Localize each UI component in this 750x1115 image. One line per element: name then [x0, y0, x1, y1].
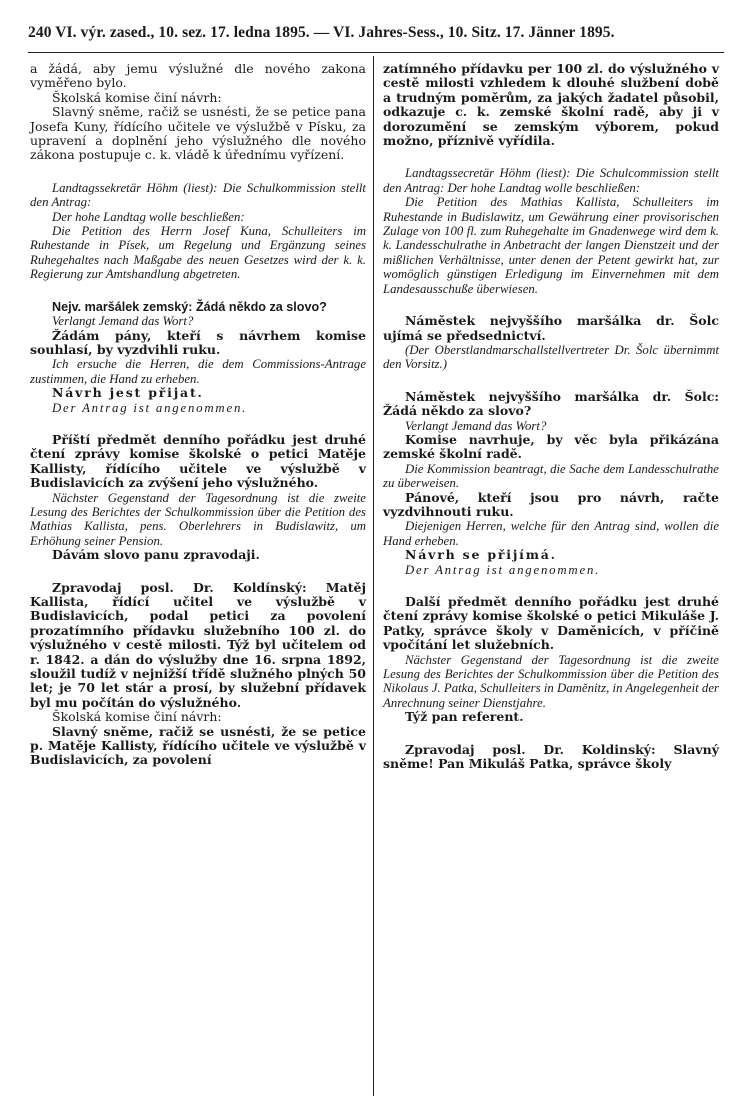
left-para-14: Dávám slovo panu zpravodaji. — [52, 547, 260, 563]
left-column — [30, 62, 366, 768]
left-para-2: Slavný sněme, račiž se usnésti, že se petice pana Josefa Kuny, řídícího učitele ve výslužbě v Písku, za upravení a doplnění jeho výslužného dle nového zákona postupuje c. k. vládě k úřednímu vyřízení. — [30, 104, 366, 163]
right-para-13: Další předmět denního pořádku jest druhé čtení zprávy komise školské o petici Mikuláše J. Patky, správce školy v Daměnicích, v příčině vpočítání let služebních. — [383, 594, 719, 653]
right-para-3: Náměstek nejvyššího maršálka dr. Šolc ujímá se předsednictví. — [383, 313, 719, 343]
left-para-1: Školská komise činí návrh: — [52, 89, 222, 105]
right-para-16: Zpravodaj posl. Dr. Koldinský: Slavný sněme! Pan Mikuláš Patka, správce školy — [383, 741, 719, 772]
left-para-15: Zpravodaj posl. Dr. Koldínský: Matěj Kallista, řídící učitel ve výslužbě v Budislavicích, podal petici za povolení prozatímního přídavku služebního 100 zl. do výslužného v cestě milosti. Týž byl učitelem od r. 1842. a dán do výslužby dne 16. srpna 1892, sloužil tudíž v nejnižší třídě služného plných 50 let; je 70 let stár a prosí, by služební přídavek byl mu počítán do výslužného. — [30, 579, 366, 710]
right-para-0: zatímného přídavku per 100 zl. do výslužného v cestě milosti vzhledem k dlouhé službení době a trudným poměrům, za jakých žadatel působil, odkazuje c. k. zemské školní radě, aby ji v dorozumění se zemským výborem, pokud možno, příznivě vyřídila. — [383, 61, 719, 149]
left-para-9: Ich ersuche die Herren, die dem Commissions-Antrage zustimmen, die Hand zu erheben. — [30, 357, 366, 386]
left-para-10: Návrh jest přijat. — [52, 385, 204, 401]
header-rule — [28, 52, 724, 53]
right-para-12: Der Antrag ist angenommen. — [405, 562, 601, 577]
right-para-8: Die Kommission beantragt, die Sache dem Landesschulrathe zu überweisen. — [383, 461, 719, 491]
left-para-13: Nächster Gegenstand der Tagesordnung ist die zweite Lesung des Berichtes der Schulkommission über die Petition des Mathias Kallista, pens. Oberlehrers in Budislawitz, um Erhöhung seiner Pension. — [30, 490, 366, 548]
column-divider — [373, 56, 374, 1096]
right-para-6: Verlangt Jemand das Wort? — [405, 418, 547, 433]
left-para-12: Příští předmět denního pořádku jest druhé čtení zprávy komise školské o petici Matěje Kallisty, řídícího učitele ve výslužbě v Budislavicích za zvýšení jeho výslužného. — [30, 431, 366, 491]
left-para-11: Der Antrag ist angenommen. — [52, 400, 248, 415]
right-para-7: Komise navrhuje, by věc byla přikázána zemské školní radě. — [383, 431, 719, 462]
left-para-16: Školská komise činí návrh: — [52, 709, 222, 725]
right-para-1: Landtagssecretär Höhm (liest): Die Schulcommission stellt den Antrag: Der hohe Landtag wolle beschließen: — [383, 166, 719, 195]
left-para-17: Slavný sněme, račiž se usnésti, že se petice p. Matěje Kallisty, řídícího učitele ve výslužbě v Budislavicích, za povolení — [30, 723, 366, 768]
right-column — [383, 62, 719, 771]
right-para-14: Nächster Gegenstand der Tagesordnung ist die zweite Lesung des Berichtes der Schulkommission über die Petition des Nikolaus J. Patka, Schulleiters in Daměnitz, in Angelegenheit der Anrechnung seiner Dienstjahre. — [383, 652, 719, 710]
left-para-3: Landtagssekretär Höhm (liest): Die Schulkommission stellt den Antrag: — [30, 180, 366, 210]
left-para-6: Nejv. maršálek zemský: Žádá někdo za slovo? — [52, 299, 327, 314]
right-para-11: Návrh se přijímá. — [405, 547, 557, 563]
right-para-4: (Der Oberstlandmarschallstellvertreter Dr. Šolc übernimmt den Vorsitz.) — [383, 342, 719, 372]
left-para-5: Die Petition des Herrn Josef Kuna, Schulleiters im Ruhestande in Písek, um Regelung und Ergänzung seines Ruhegehaltes nach Maßgabe des neuen Gesetzes wird der k. k. Regierung zur Amtshandlung abgetreten. — [30, 224, 366, 282]
left-para-0: a žádá, aby jemu výslužné dle nového zakona vyměřeno bylo. — [30, 61, 366, 91]
right-para-5: Náměstek nejvyššího maršálka dr. Šolc: Žádá někdo za slovo? — [383, 388, 719, 419]
right-para-10: Diejenigen Herren, welche für den Antrag sind, wollen die Hand erheben. — [383, 519, 719, 548]
left-para-4: Der hohe Landtag wolle beschließen: — [52, 209, 245, 224]
left-para-8: Žádám pány, kteří s návrhem komise souhlasí, by vyzdvihli ruku. — [30, 327, 366, 357]
page-header: 240 VI. výr. zased., 10. sez. 17. ledna 1895. — VI. Jahres-Sess., 10. Sitz. 17. Jänner 1895. — [28, 24, 615, 41]
left-para-7: Verlangt Jemand das Wort? — [52, 314, 194, 329]
right-para-2: Die Petition des Mathias Kallista, Schulleiters im Ruhestande in Budislawitz, um Gewährung einer provisorischen Zulage von 100 fl. zum Ruhegehalte im Gnadenwege wird dem k. k. Landesschulrathe in Anbetracht der langen Dienstzeit und der mißlichen Verhältnisse, unter denen der Petent gewirkt hat, zur womöglich günstigen Erledigung im Einvernehmen mit dem Landesausschuße überwiesen. — [383, 195, 719, 296]
right-para-9: Pánové, kteří jsou pro návrh, račte vyzdvihnouti ruku. — [383, 489, 719, 519]
right-para-15: Týž pan referent. — [405, 709, 524, 725]
